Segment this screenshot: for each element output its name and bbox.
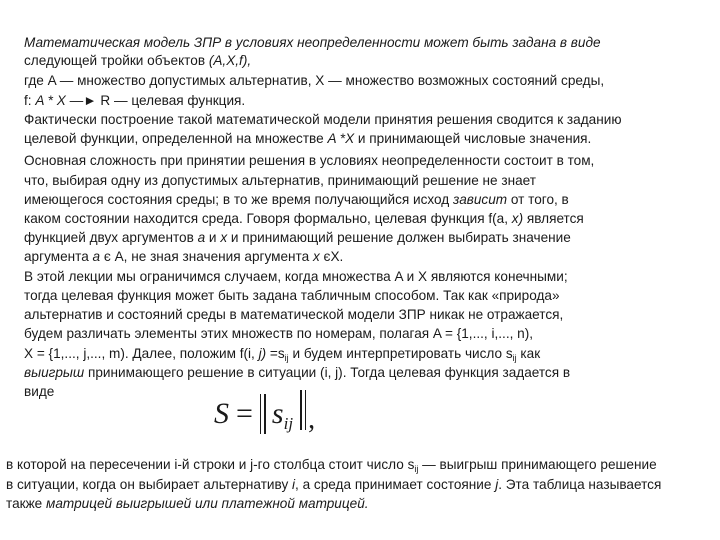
p3-line-3: имеющегося состояния среды; в то же время получающийся исход зависит от того, в (24, 192, 569, 207)
p2-line-2: целевой функции, определенной на множестве A *X и принимающей числовые значения. (24, 131, 592, 146)
p5-line-3: также матрицей выигрышей или платежной матрицей. (6, 496, 369, 511)
formula-comma: , (308, 404, 316, 435)
norm-bar-right-inner (300, 390, 302, 430)
p4-line-2: тогда целевая функция может быть задана табличным способом. Так как «природа» (24, 288, 560, 303)
norm-bar-left-inner (264, 394, 266, 434)
p4-line-7: виде (24, 384, 55, 399)
formula-lhs: S (214, 397, 229, 430)
payoff-matrix-formula (214, 392, 315, 436)
formula-variable: s (271, 397, 284, 430)
p3-line-4: каком состоянии находится среда. Говоря формально, целевая функция f(a, x) является (24, 211, 584, 226)
p4-line-5: X = {1,..., j,..., m). Далее, положим f(i, $j) =s_{ij}$ и будем интерпретировать число $s_{ij}$ как (24, 346, 541, 363)
p4-line-3: альтернатив и состояний среды в математической модели ЗПР никак не отражается, (24, 307, 564, 322)
p1-line-3: где A — множество допустимых альтернатив, X — множество возможных состояний среды, (24, 73, 605, 88)
p5-line-2: в ситуации, когда он выбирает альтернативу i, а среда принимает состояние j. Эта таблица называется (6, 477, 662, 492)
p3-line-6: аргумента a є A, не зная значения аргумента x єX. (24, 249, 344, 264)
formula-subscript: ij (283, 414, 294, 433)
p1-line-4: f: A * X —► R — целевая функция. (24, 93, 246, 108)
p1-line-2: следующей тройки объектов (A,X,f), (24, 53, 252, 68)
p3-line-5: функцией двух аргументов a и x и принимающий решение должен выбирать значение (24, 230, 571, 245)
p3-line-1: Основная сложность при принятии решения в условиях неопределенности состоит в том, (24, 153, 595, 168)
p1-line-1: Математическая модель ЗПР в условиях неопределенности может быть задана в виде (24, 35, 601, 50)
formula-equals: = (236, 397, 253, 430)
p2-line-1: Фактически построение такой математической модели принятия решения сводится к заданию (24, 112, 622, 127)
norm-bar-right-outer (305, 390, 307, 430)
p4-line-6: выигрыш принимающего решение в ситуации (i, j). Тогда целевая функция задается в (24, 365, 571, 380)
p4-line-4: будем различать элементы этих множеств по номерам, полагая A = {1,..., i,..., n), (24, 326, 534, 341)
p5-line-1: в которой на пересечении i-й строки и j-го столбца стоит число $s_{ij}$ — выигрыш принимающего решение (6, 457, 657, 474)
norm-bar-left-outer (260, 394, 262, 434)
p4-line-1: В этой лекции мы ограничимся случаем, когда множества A и X являются конечными; (24, 269, 568, 284)
p3-line-2: что, выбирая одну из допустимых альтернатив, принимающий решение не знает (24, 173, 537, 188)
